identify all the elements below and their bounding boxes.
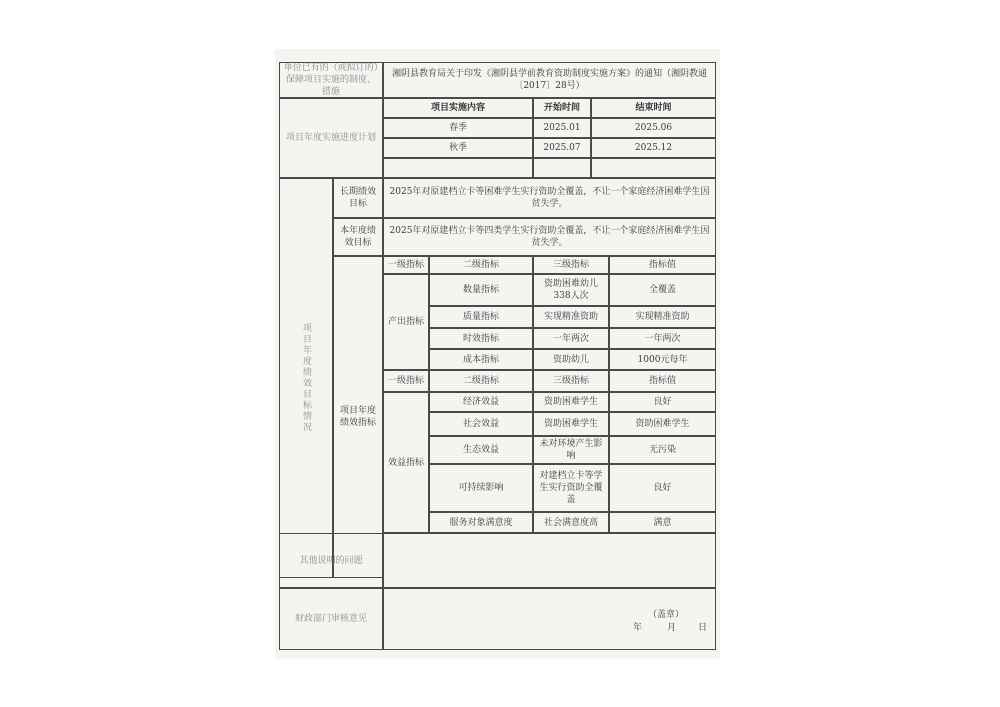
output-l2: 时效指标 [429,328,533,349]
finance-review-label: 财政部门审核意见 [279,588,383,650]
indicator-header-l2: 二级指标 [429,370,533,392]
date-day: 日 [698,623,708,633]
benefit-l2: 社会效益 [429,412,533,436]
benefit-l2: 服务对象满意度 [429,512,533,533]
measures-content: 湘阴县教育局关于印发《湘阴县学前教育资助制度实施方案》的通知（湘阴教通〔2017〕28号） [383,62,716,98]
benefit-value: 良好 [609,464,716,512]
benefit-l3: 资助困难学生 [533,412,609,436]
document-page [275,49,720,659]
schedule-empty-cell [383,158,533,178]
schedule-header-start: 开始时间 [533,98,591,118]
output-value: 实现精准资助 [609,306,716,328]
benefit-l2: 经济效益 [429,392,533,412]
benefit-l2: 生态效益 [429,436,533,464]
schedule-empty-cell [591,158,716,178]
stamp-label: （盖章） [648,610,685,620]
benefit-l3: 对建档立卡等学生实行资助全覆盖 [533,464,609,512]
indicator-header-l2: 二级指标 [429,256,533,274]
schedule-row-start: 2025.01 [533,118,591,138]
output-l2: 数量指标 [429,274,533,306]
indicator-header-value: 指标值 [609,256,716,274]
schedule-header-end: 结束时间 [591,98,716,118]
long-term-text: 2025年对原建档立卡等困难学生实行资助全覆盖，不让一个家庭经济困难学生因贫失学。 [383,178,716,218]
output-value: 1000元每年 [609,349,716,370]
schedule-row-end: 2025.06 [591,118,716,138]
schedule-row-start: 2025.07 [533,138,591,158]
output-l3: 一年两次 [533,328,609,349]
schedule-header-content: 项目实施内容 [383,98,533,118]
goals-section-label [279,178,333,578]
benefit-value: 无污染 [609,436,716,464]
benefit-value: 资助困难学生 [609,412,716,436]
indicator-header-l3: 三级指标 [533,370,609,392]
benefit-value: 良好 [609,392,716,412]
schedule-row-end: 2025.12 [591,138,716,158]
output-l2: 质量指标 [429,306,533,328]
schedule-row-content: 秋季 [383,138,533,158]
benefit-l3: 社会满意度高 [533,512,609,533]
benefit-l3: 未对环境产生影响 [533,436,609,464]
indicator-label: 项目年度绩效指标 [333,256,383,578]
schedule-empty-cell [533,158,591,178]
goals-section-label-text: 项目年度绩效目标情况 [301,323,311,433]
output-indicator-label: 产出指标 [383,274,429,370]
benefit-l2: 可持续影响 [429,464,533,512]
indicator-header-l1: 一级指标 [383,370,429,392]
long-term-label: 长期绩效目标 [333,178,383,218]
measures-label: 单位已有的（或拟订的）保障项目实施的制度、措施 [279,62,383,98]
annual-text: 2025年对原建档立卡等四类学生实行资助全覆盖，不让一个家庭经济困难学生因贫失学。 [383,218,716,256]
output-value: 一年两次 [609,328,716,349]
other-issues-label: 其他说明的问题 [279,533,383,588]
schedule-row-content: 春季 [383,118,533,138]
date-month: 月 [667,623,677,633]
output-l3: 实现精准资助 [533,306,609,328]
benefit-l3: 资助困难学生 [533,392,609,412]
indicator-header-l1: 一级指标 [383,256,429,274]
schedule-label: 项目年度实施进度计划 [279,98,383,178]
benefit-value: 满意 [609,512,716,533]
output-l3: 资助困难幼儿338人次 [533,274,609,306]
output-l2: 成本指标 [429,349,533,370]
date-year: 年 [633,623,643,633]
benefit-indicator-label: 效益指标 [383,392,429,533]
output-l3: 资助幼儿 [533,349,609,370]
output-value: 全覆盖 [609,274,716,306]
other-issues-content [383,533,716,588]
indicator-header-l3: 三级指标 [533,256,609,274]
annual-label: 本年度绩效目标 [333,218,383,256]
indicator-header-value: 指标值 [609,370,716,392]
